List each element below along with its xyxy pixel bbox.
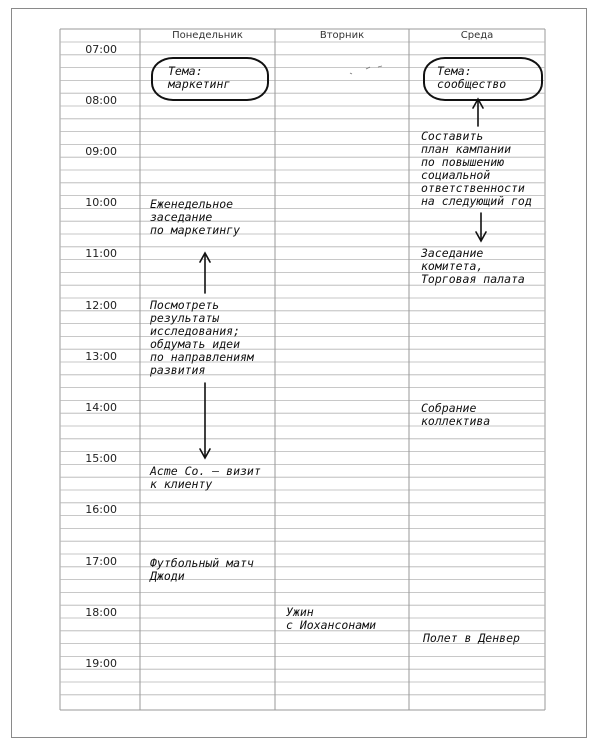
- time-label: 17:00: [85, 554, 117, 568]
- monday-weekly-meeting-note: Еженедельное заседание по маркетингу: [150, 197, 241, 237]
- day-header-tuesday: Вторник: [319, 30, 365, 41]
- day-header-monday: Понедельник: [172, 30, 243, 41]
- time-label: 10:00: [85, 196, 117, 210]
- time-label: 16:00: [85, 503, 117, 517]
- monday-topic-note: Тема: маркетинг: [168, 64, 231, 91]
- time-label: 11:00: [85, 247, 117, 261]
- wednesday-committee-note: Заседание комитета, Торговая палата: [421, 246, 525, 286]
- wednesday-plan-note: Составить план кампании по повышению социальной ответственности на следующий год: [421, 129, 532, 208]
- wednesday-team-meeting-note: Собрание коллектива: [421, 401, 491, 428]
- time-label: 07:00: [85, 42, 117, 56]
- day-header-wednesday: Среда: [460, 30, 494, 41]
- wednesday-topic-note: Тема: сообщество: [437, 64, 507, 91]
- time-label: 08:00: [85, 93, 117, 107]
- wednesday-flight-note: Полет в Денвер: [423, 631, 520, 645]
- time-label: 13:00: [85, 349, 117, 363]
- time-label: 14:00: [85, 400, 117, 414]
- time-label: 12:00: [85, 298, 117, 312]
- time-label: 09:00: [85, 144, 117, 158]
- monday-football-note: Футбольный матч Джоди: [150, 556, 254, 583]
- monday-client-visit-note: Acme Co. – визит к клиенту: [150, 464, 261, 491]
- time-label: 19:00: [85, 656, 117, 670]
- monday-review-note: Посмотреть результаты исследования; обдумать идеи по направлениям развития: [150, 298, 254, 377]
- time-label: 18:00: [85, 605, 117, 619]
- time-label: 15:00: [85, 452, 117, 466]
- tuesday-dinner-note: Ужин с Иохансонами: [286, 605, 377, 632]
